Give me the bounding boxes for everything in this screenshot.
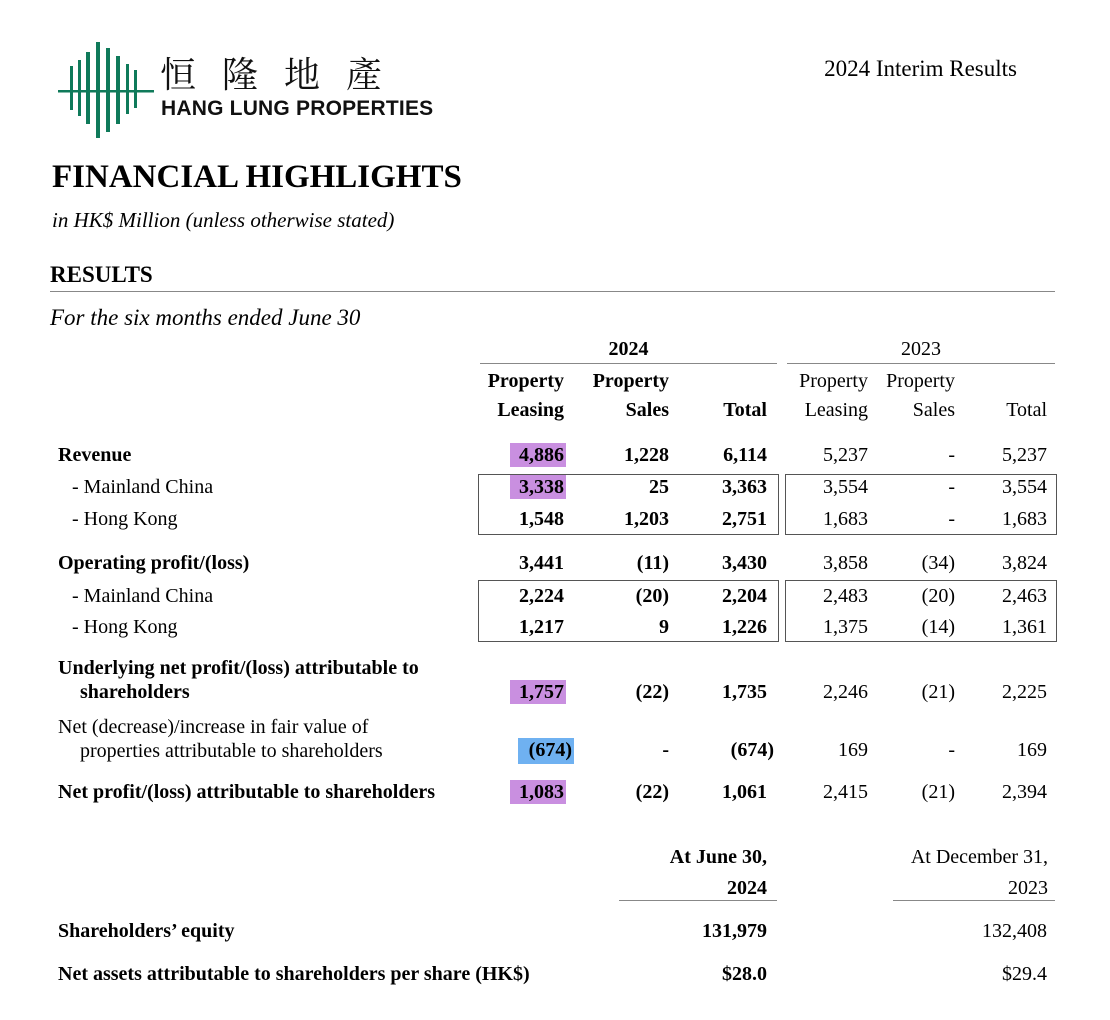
cell-operating-mainland-total-2024: 2,204 [722,585,767,607]
cell-net-profit-leasing-2023: 2,415 [823,781,868,803]
cell-underlying-profit-sales-2024: (22) [635,681,669,703]
cell-revenue-hongkong-leasing-2024: 1,548 [519,508,564,530]
document-header: 2024 Interim Results [824,56,1017,81]
balance-header-2024: At June 30, 2024 [669,846,767,899]
cell-operating-hongkong-total-2023: 1,361 [1002,616,1047,638]
cell-operating-mainland-sales-2024: (20) [635,585,669,607]
cell-revenue-sales-2023: - [948,444,955,466]
cell-net-profit-sales-2023: (21) [921,781,955,803]
row-label-net-profit: Net profit/(loss) attributable to shareholders [58,781,436,803]
cell-fair-value-sales-2023: - [948,739,955,761]
section-title: RESULTS [50,262,153,287]
logo-english-text: HANG LUNG PROPERTIES [161,97,434,120]
cell-operating-mainland-leasing-2024: 2,224 [519,585,564,607]
row-label-fair-value: Net (decrease)/increase in fair value of properties attributable to shareholders [58,716,383,762]
cell-fair-value-leasing-2024: (674) [528,739,572,761]
row-label-operating-mainland: - Mainland China [72,585,214,607]
cell-operating-hongkong-leasing-2023: 1,375 [823,616,868,638]
row-label-revenue-hongkong: - Hong Kong [72,508,178,530]
column-header-total-2024: Total [723,399,767,421]
cell-revenue-total-2023: 5,237 [1002,444,1047,466]
cell-revenue-mainland-sales-2024: 25 [649,476,669,498]
cell-revenue-hongkong-sales-2024: 1,203 [624,508,669,530]
column-header-sales-2023: Property Sales [886,370,955,421]
balance-header-2023: At December 31, 2023 [910,846,1048,899]
cell-operating-leasing-2024: 3,441 [519,552,564,574]
cell-fair-value-leasing-2023: 169 [838,739,868,761]
cell-operating-hongkong-total-2024: 1,226 [722,616,767,638]
column-header-sales-2024: Property Sales [592,370,669,421]
cell-operating-leasing-2023: 3,858 [823,552,868,574]
cell-revenue-hongkong-total-2023: 1,683 [1002,508,1047,530]
cell-operating-sales-2023: (34) [921,552,955,574]
row-label-underlying-profit: Underlying net profit/(loss) attributable to shareholders [58,657,419,703]
page-subtitle: in HK$ Million (unless otherwise stated) [52,208,395,232]
cell-operating-mainland-total-2023: 2,463 [1002,585,1047,607]
row-label-revenue-mainland: - Mainland China [72,476,214,498]
cell-revenue-hongkong-leasing-2023: 1,683 [823,508,868,530]
cell-net-profit-total-2024: 1,061 [722,781,767,803]
cell-net-profit-sales-2024: (22) [635,781,669,803]
row-label-operating-profit: Operating profit/(loss) [58,552,250,574]
net-assets-2024: $28.0 [722,963,767,985]
cell-revenue-sales-2024: 1,228 [624,444,669,466]
equity-2023: 132,408 [982,920,1047,942]
year-heading-2024: 2024 [608,338,649,360]
cell-operating-hongkong-sales-2023: (14) [921,616,955,638]
period-label: For the six months ended June 30 [50,305,361,330]
column-header-total-2023: Total [1006,399,1047,421]
cell-operating-total-2023: 3,824 [1002,552,1047,574]
cell-operating-hongkong-leasing-2024: 1,217 [519,616,564,638]
cell-fair-value-sales-2024: - [662,739,669,761]
cell-revenue-mainland-total-2024: 3,363 [722,476,767,498]
net-assets-2023: $29.4 [1002,963,1047,985]
cell-underlying-profit-leasing-2023: 2,246 [823,681,868,703]
cell-revenue-mainland-leasing-2023: 3,554 [823,476,868,498]
balance-rule-2023 [893,900,1055,901]
equity-2024: 131,979 [702,920,767,942]
column-header-leasing-2023: Property Leasing [799,370,868,421]
cell-underlying-profit-leasing-2024: 1,757 [519,681,564,703]
cell-operating-mainland-sales-2023: (20) [921,585,955,607]
cell-revenue-leasing-2024: 4,886 [519,444,564,466]
page-title: FINANCIAL HIGHLIGHTS [52,159,462,195]
column-header-leasing-2024: Property Leasing [487,370,564,421]
cell-fair-value-total-2023: 169 [1017,739,1047,761]
cell-revenue-hongkong-total-2024: 2,751 [722,508,767,530]
cell-net-profit-leasing-2024: 1,083 [519,781,564,803]
cell-underlying-profit-total-2024: 1,735 [722,681,767,703]
row-label-equity: Shareholders’ equity [58,920,235,942]
cell-operating-total-2024: 3,430 [722,552,767,574]
year-rule-2024 [480,363,777,364]
cell-underlying-profit-sales-2023: (21) [921,681,955,703]
row-label-revenue: Revenue [58,444,132,466]
cell-revenue-hongkong-sales-2023: - [948,508,955,530]
year-rule-2023 [787,363,1055,364]
balance-rule-2024 [619,900,777,901]
cell-operating-mainland-leasing-2023: 2,483 [823,585,868,607]
row-label-net-assets-per-share: Net assets attributable to shareholders per share (HK$) [58,963,530,985]
cell-operating-sales-2024: (11) [636,552,669,574]
cell-revenue-mainland-sales-2023: - [948,476,955,498]
cell-underlying-profit-total-2023: 2,225 [1002,681,1047,703]
cell-net-profit-total-2023: 2,394 [1002,781,1047,803]
cell-revenue-mainland-total-2023: 3,554 [1002,476,1047,498]
logo-chinese-text: 恒隆地產 [160,55,409,96]
cell-operating-hongkong-sales-2024: 9 [659,616,669,638]
cell-revenue-total-2024: 6,114 [723,444,767,466]
year-heading-2023: 2023 [901,338,941,360]
row-label-operating-hongkong: - Hong Kong [72,616,178,638]
cell-fair-value-total-2024: (674) [730,739,774,761]
cell-revenue-mainland-leasing-2024: 3,338 [519,476,564,498]
section-rule [50,291,1055,292]
cell-revenue-leasing-2023: 5,237 [823,444,868,466]
hang-lung-logo-icon [56,38,156,138]
